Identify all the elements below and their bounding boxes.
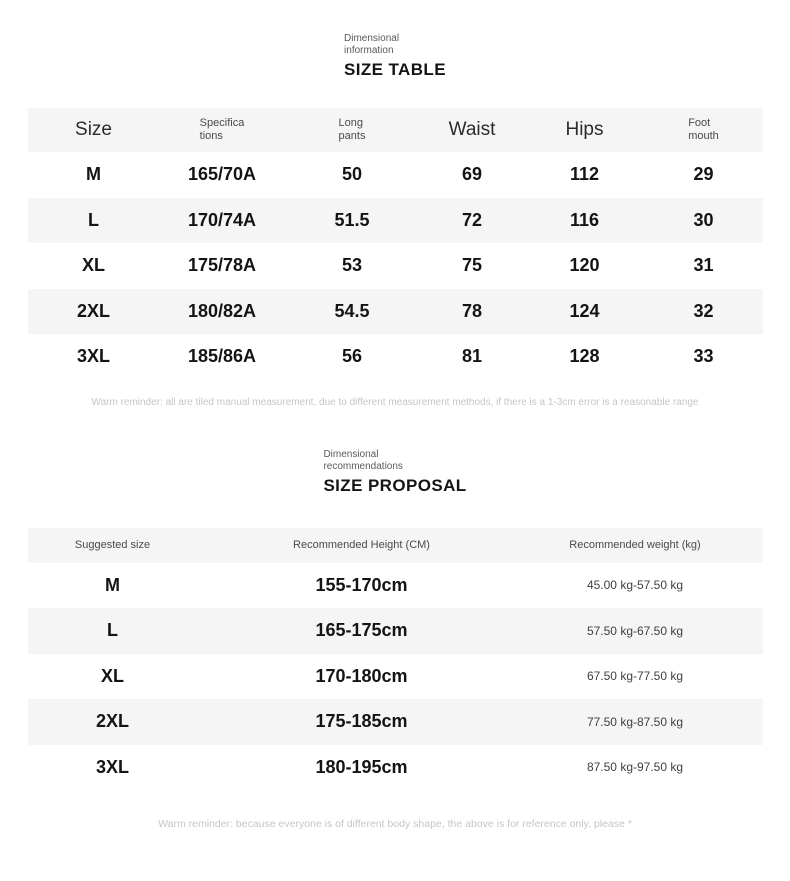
col-header-suggested-size: Suggested size [74,539,151,551]
pants-cell: 56 [341,346,363,367]
size-row-2xl [28,289,763,335]
waist-cell: 72 [461,209,483,230]
pants-cell: 51.5 [334,209,370,230]
proposal-row-l [28,608,763,654]
size-row-3xl [28,334,763,380]
height-cell: 155-170cm [315,574,408,595]
hips-cell: 128 [569,346,600,367]
col-header-recommended-weight: Recommended weight (kg) [569,539,701,551]
eyebrow-line: Dimensional [323,448,379,460]
size-table-reminder: Warm reminder: all are tiled manual measurement, due to different measurement methods, if there is a 1-3cm error is a reasonable range [91,396,699,408]
col-header-line: Specifica [199,117,245,129]
size-cell: XL [81,255,105,276]
col-header-line: Long [338,117,364,129]
size-cell: 2XL [95,711,129,732]
foot-cell: 33 [693,346,714,367]
size-cell: 3XL [76,346,110,367]
eyebrow-line: recommendations [323,460,403,472]
weight-cell: 87.50 kg-97.50 kg [586,760,684,775]
size-cell: XL [100,665,124,686]
foot-cell: 32 [693,300,714,321]
size-cell: 2XL [76,300,110,321]
pants-cell: 50 [341,164,363,185]
spec-cell: 165/70A [187,164,257,185]
size-proposal-reminder: Warm reminder: because everyone is of different body shape, the above is for reference only, please * [158,818,632,830]
col-header-line: pants [338,130,366,142]
size-cell: L [88,209,99,230]
col-header-line: mouth [688,130,719,142]
size-cell: M [105,574,120,595]
size-cell: M [86,164,101,185]
height-cell: 175-185cm [315,711,408,732]
waist-cell: 75 [461,255,483,276]
col-header-specifications [160,117,285,143]
height-cell: 165-175cm [315,620,408,641]
proposal-row-xl [28,654,763,700]
size-row-m [28,152,763,198]
hips-cell: 112 [569,164,600,185]
weight-cell: 67.50 kg-77.50 kg [586,669,684,684]
size-table-title-block [0,0,790,80]
foot-cell: 31 [693,255,714,276]
col-header-line: Foot [688,117,711,129]
size-proposal-header-row [28,528,763,563]
col-header-size: Size [75,119,112,140]
waist-cell: 69 [461,164,483,185]
hips-cell: 120 [569,255,600,276]
col-header-foot-mouth [645,117,763,143]
size-cell: L [107,620,118,641]
foot-cell: 30 [693,209,714,230]
hips-cell: 116 [569,209,600,230]
proposal-row-3xl [28,745,763,791]
proposal-row-m [28,563,763,609]
size-table-header-row [28,108,763,152]
height-cell: 170-180cm [315,665,408,686]
size-table-title: SIZE TABLE [344,60,446,79]
col-header-line: tions [199,130,223,142]
size-row-xl [28,243,763,289]
proposal-row-2xl [28,699,763,745]
weight-cell: 77.50 kg-87.50 kg [586,714,684,729]
size-row-l [28,198,763,244]
eyebrow-line: information [344,45,394,56]
col-header-long-pants [285,117,420,143]
col-header-waist: Waist [448,119,496,140]
height-cell: 180-195cm [315,756,408,777]
waist-cell: 78 [461,300,483,321]
size-table [28,108,763,380]
spec-cell: 170/74A [187,209,257,230]
waist-cell: 81 [461,346,483,367]
weight-cell: 57.50 kg-67.50 kg [586,623,684,638]
eyebrow-line: Dimensional [344,33,400,44]
size-cell: 3XL [95,756,129,777]
size-proposal-eyebrow [323,449,466,473]
spec-cell: 180/82A [187,300,257,321]
col-header-hips: Hips [565,119,604,140]
weight-cell: 45.00 kg-57.50 kg [586,578,684,593]
col-header-recommended-height: Recommended Height (CM) [293,539,430,551]
hips-cell: 124 [569,300,600,321]
size-proposal-title: SIZE PROPOSAL [323,475,467,495]
spec-cell: 185/86A [187,346,257,367]
size-proposal-title-block [0,409,790,496]
pants-cell: 54.5 [334,300,370,321]
size-table-eyebrow [344,33,446,57]
size-proposal-table [28,528,763,791]
pants-cell: 53 [341,255,363,276]
foot-cell: 29 [693,164,714,185]
spec-cell: 175/78A [187,255,257,276]
